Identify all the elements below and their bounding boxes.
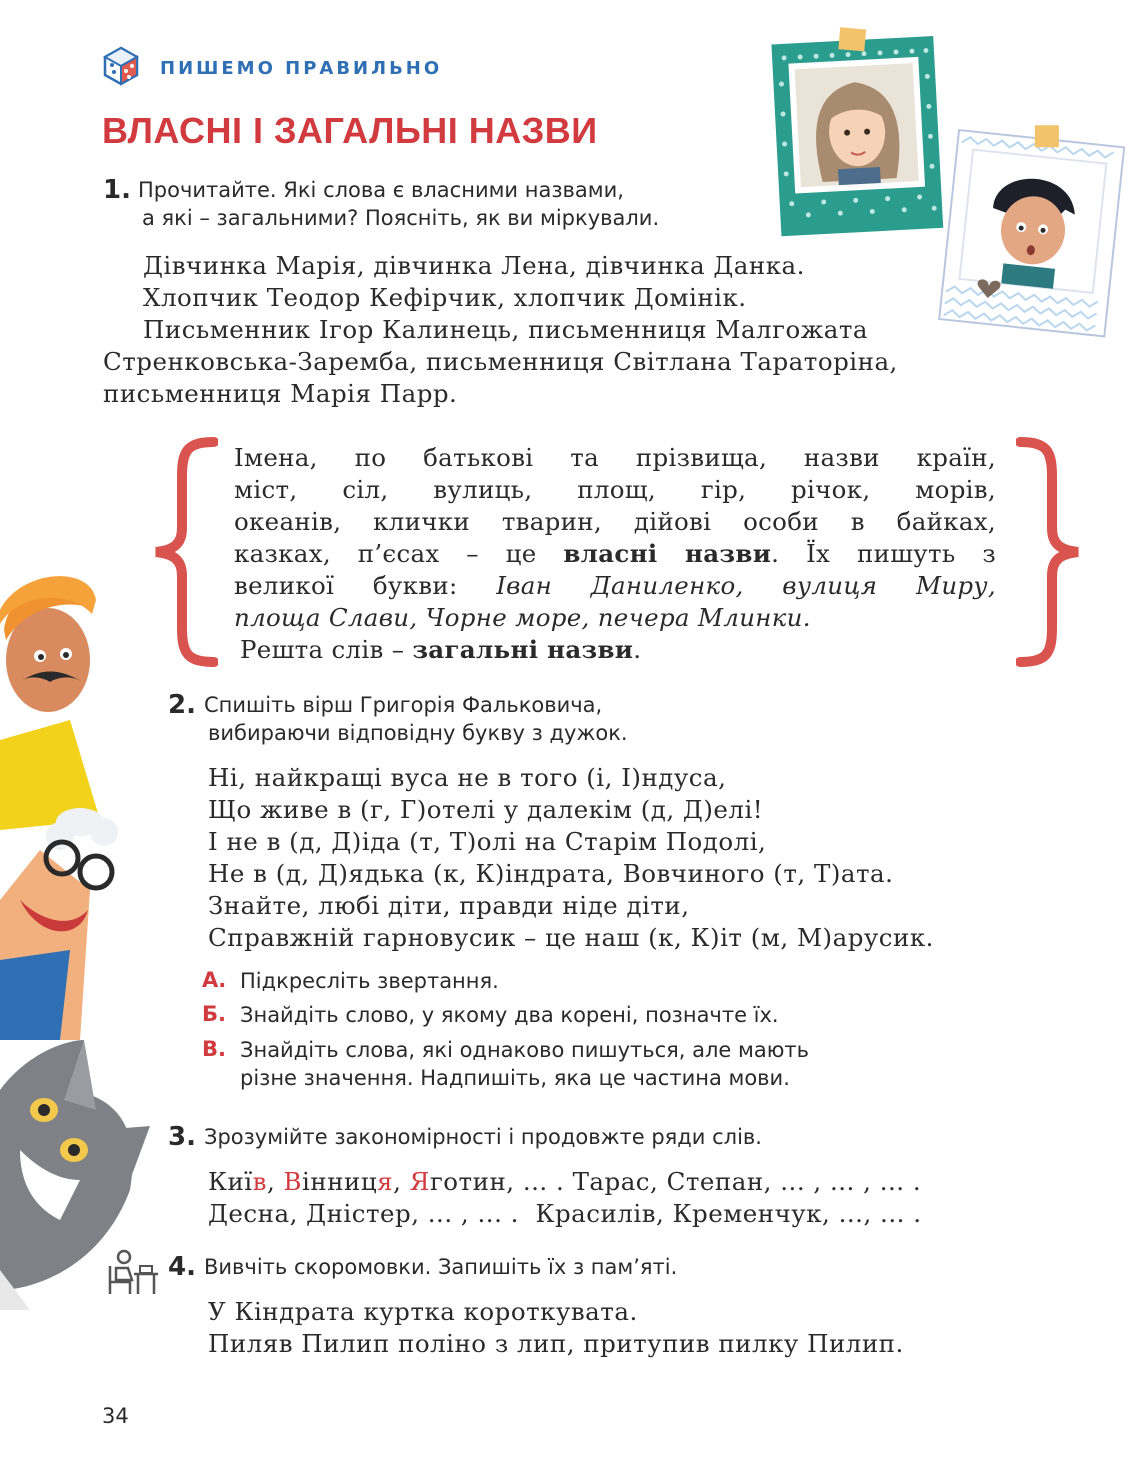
instruction-line: Спишіть вірш Григорія Фальковича, <box>204 693 603 717</box>
rule-text: . <box>633 635 642 664</box>
rule-text: казках, п’єсах – це <box>234 539 564 568</box>
rule-line <box>234 570 996 602</box>
poem-line: Справжній гарновусик – це наш (к, К)іт (м, М)арусик. <box>208 923 934 952</box>
exercise-1-text <box>103 250 1003 410</box>
task-line: Знайдіть слова, які однаково пишуться, але мають <box>240 1038 810 1062</box>
instruction-line: а які – загальними? Поясніть, як ви міркували. <box>142 206 660 230</box>
characters-illustration <box>0 570 170 1310</box>
exercise-1-instruction <box>138 176 659 232</box>
word-part: інниц <box>302 1167 378 1196</box>
instruction-line: вибираючи відповідну букву з дужок. <box>208 721 628 745</box>
exercise-1-number: 1. <box>103 175 131 205</box>
task-text-v <box>240 1036 809 1092</box>
student-at-desk-icon <box>104 1248 160 1298</box>
rule-line: Імена, по батькові та прізвища, назви країн, <box>234 443 996 472</box>
rule-box <box>234 442 996 666</box>
rule-line <box>234 602 996 634</box>
highlight-letter: Я <box>409 1167 430 1196</box>
exercise-4-instruction: Вивчіть скоромовки. Запишіть їх з пам’яті. <box>204 1255 678 1279</box>
task-text-a: Підкресліть звертання. <box>240 969 499 993</box>
photo-girl-illustration <box>770 20 950 240</box>
rule-line <box>234 538 996 570</box>
poem-line: Що живе в (г, Г)отелі у далекім (д, Д)елі! <box>208 795 764 824</box>
poem-line: Ні, найкращі вуса не в того (і, І)ндуса, <box>208 763 727 792</box>
exercise-3-rows <box>208 1166 922 1230</box>
highlight-letter: В <box>283 1167 303 1196</box>
exercise-2-poem <box>208 762 934 954</box>
exercise-4-number: 4. <box>168 1252 196 1282</box>
rule-text: . Їх пишуть з <box>771 539 996 568</box>
text-line: Стренковська-Заремба, письменниця Світлана Тараторіна, <box>103 347 898 376</box>
instruction-line: Прочитайте. Які слова є власними назвами, <box>138 178 624 202</box>
rule-line <box>234 634 996 666</box>
text-line: Дівчинка Марія, дівчинка Лена, дівчинка Данка. <box>143 251 805 280</box>
exercise-3-number: 3. <box>168 1122 196 1152</box>
word-part: готин, ... . Тарас, Степан, ... , ... , ... . <box>429 1167 922 1196</box>
highlight-letter: я <box>377 1167 394 1196</box>
poem-line: Знайте, любі діти, правди ніде діти, <box>208 891 690 920</box>
poem-line: І не в (д, Д)іда (т, Т)олі на Старім Подолі, <box>208 827 767 856</box>
task-letter-b: Б. <box>202 1002 226 1026</box>
task-line: різне значення. Надпишіть, яка це частина мови. <box>240 1066 790 1090</box>
tongue-twister-line: Пиляв Пилип поліно з лип, притупив пилку Пилип. <box>208 1329 904 1358</box>
task-letter-a: А. <box>202 968 227 992</box>
word-part: , <box>266 1167 284 1196</box>
section-label: ПИШЕМО ПРАВИЛЬНО <box>160 58 443 79</box>
exercise-3-instruction: Зрозумійте закономірності і продовжте ряди слів. <box>204 1125 762 1149</box>
tongue-twister-line: У Кіндрата куртка короткувата. <box>208 1297 638 1326</box>
exercise-2-number: 2. <box>168 690 196 720</box>
term-common-nouns: загальні назви <box>412 635 634 664</box>
term-proper-nouns: власні назви <box>563 539 772 568</box>
rule-text: Решта слів – <box>240 635 413 664</box>
rule-line: океанів, клички тварин, дійові особи в байках, <box>234 507 996 536</box>
highlight-letter: в <box>252 1167 267 1196</box>
word-part: Киї <box>208 1167 253 1196</box>
pattern-row-1 <box>208 1166 922 1198</box>
page-title: ВЛАСНІ І ЗАГАЛЬНІ НАЗВИ <box>102 110 598 151</box>
poem-line: Не в (д, Д)ядька (к, К)індрата, Вовчиного (т, Т)ата. <box>208 859 894 888</box>
text-line: Хлопчик Теодор Кефірчик, хлопчик Домінік. <box>143 283 747 312</box>
rule-line: міст, сіл, вулиць, площ, гір, річок, морів, <box>234 475 996 504</box>
text-line: Письменник Ігор Калинець, письменниця Малгожата <box>143 315 869 344</box>
task-text-b: Знайдіть слово, у якому два корені, позначте їх. <box>240 1003 779 1027</box>
rule-text: великої букви: <box>234 571 497 600</box>
pattern-row-2: Десна, Дністер, ... , ... . Красилів, Кременчук, ..., ... . <box>208 1199 922 1228</box>
page-number: 34 <box>102 1404 129 1428</box>
exercise-4-tongue-twisters <box>208 1296 904 1360</box>
right-brace <box>1016 436 1086 668</box>
dice-icon <box>102 46 140 86</box>
text-line: письменниця Марія Парр. <box>103 379 458 408</box>
exercise-2-instruction <box>204 691 628 747</box>
rule-example: площа Слави, Чорне море, печера Млинки. <box>234 603 811 632</box>
word-part: , <box>393 1167 410 1196</box>
rule-example: Іван Даниленко, вулиця Миру, <box>496 571 996 600</box>
task-letter-v: В. <box>202 1037 226 1061</box>
